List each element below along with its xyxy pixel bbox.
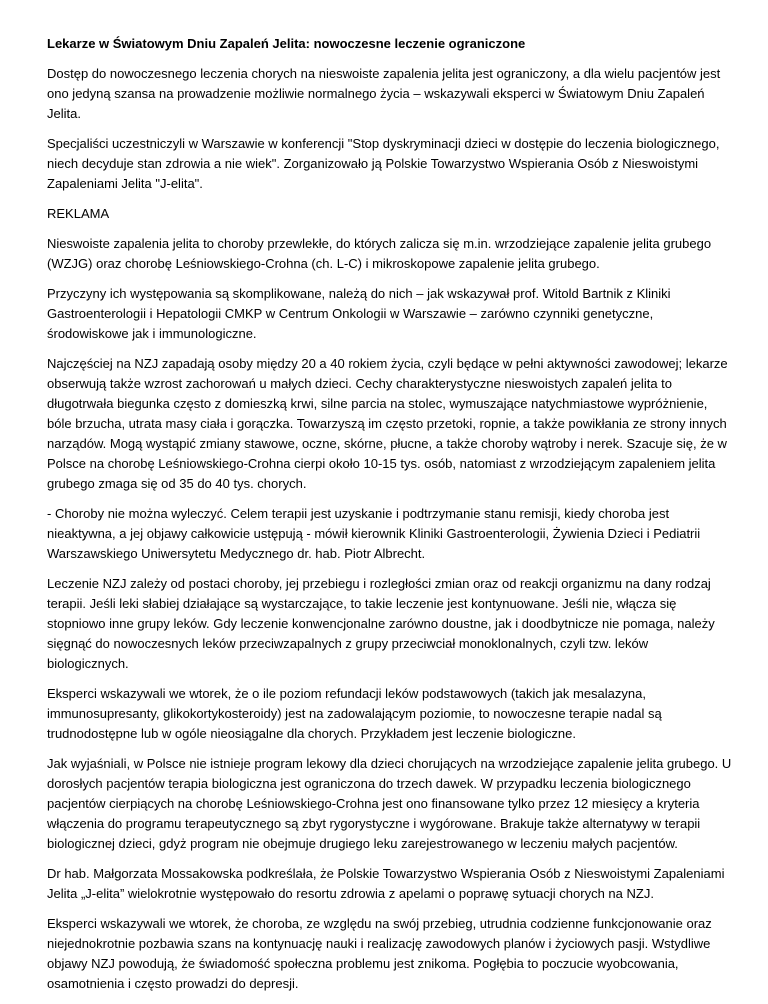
- paragraph-causes: Przyczyny ich występowania są skomplikowane, należą do nich – jak wskazywał prof. Witold Bartnik z Kliniki Gastroenterologii i Hepatologii CMKP w Centrum Onkologii w Warszawie – zarówno czynniki genetyczne, środowiskowe jak i immunologiczne.: [47, 286, 671, 341]
- paragraph-association: Dr hab. Małgorzata Mossakowska podkreślała, że Polskie Towarzystwo Wspierania Osób z Nieswoistymi Zapaleniami Jelita „J-elita” wielokrotnie występowało do resortu zdrowia z apelami o poprawę sytuacji chorych na NZJ.: [47, 866, 725, 901]
- paragraph-program: Jak wyjaśniali, w Polsce nie istnieje program lekowy dla dzieci chorujących na wrzodziejące zapalenie jelita grubego. U dorosłych pacjentów terapia biologiczna jest ograniczona do trzech dawek. W przypadku leczenia biologicznego pacjentów cierpiących na chorobę Leśniowskiego-Crohna jest ono finansowane tylko przez 12 miesięcy a kryteria włączenia do programu terapeutycznego są zbyt rygorystyczne i wygórowane. Brakuje także alternatywy w terapii biologicznej dzieci, gdyż program nie obejmuje drugiego leku zarejestrowanego w leczeniu małych pacjentów.: [47, 756, 732, 851]
- paragraph-treatment: Leczenie NZJ zależy od postaci choroby, jej przebiegu i rozległości zmian oraz od reakcji organizmu na dany rodzaj terapii. Jeśli leki słabiej działające są wystarczające, to takie leczenie jest kontynuowane. Jeśli nie, włącza się stopniowo inne grupy leków. Gdy leczenie konwencjonalne zarówno doustne, jak i doodbytnicze nie pomaga, należy sięgnąć do nowoczesnych leków przeciwzapalnych z grupy przeciwciał monoklonalnych, czyli tzw. leków biologicznych.: [47, 576, 715, 671]
- ad-label: REKLAMA: [47, 206, 110, 221]
- document-page: [47, 34, 732, 1004]
- paragraph-intro: Dostęp do nowoczesnego leczenia chorych na nieswoiste zapalenia jelita jest ograniczony, a dla wielu pacjentów jest ono jedyną szansa na prowadzenie możliwie normalnego życia – wskazywali eksperci w Światowym Dniu Zapaleń Jelita.: [47, 66, 721, 121]
- paragraph-definition: Nieswoiste zapalenia jelita to choroby przewlekłe, do których zalicza się m.in. wrzodziejące zapalenie jelita grubego (WZJG) oraz chorobę Leśniowskiego-Crohna (ch. L-C) i mikroskopowe zapalenie jelita grubego.: [47, 236, 712, 271]
- article-title: Lekarze w Światowym Dniu Zapaleń Jelita: nowoczesne leczenie ograniczone: [47, 36, 526, 51]
- paragraph-conference: Specjaliści uczestniczyli w Warszawie w konferencji "Stop dyskryminacji dzieci w dostępie do leczenia biologicznego, niech decyduje stan zdrowia a nie wiek". Zorganizowało ją Polskie Towarzystwo Wspierania Osób z Nieswoistymi Zapaleniami Jelita "J-elita".: [47, 136, 720, 191]
- paragraph-social: Eksperci wskazywali we wtorek, że choroba, ze względu na swój przebieg, utrudnia codzienne funkcjonowanie oraz niejednokrotnie pozbawia szans na kontynuację nauki i realizację zawodowych planów i życiowych pasji. Wstydliwe objawy NZJ powodują, że świadomość społeczna problemu jest znikoma. Pogłębia to poczucie wyobcowania, osamotnienia i często prowadzi do depresji.: [47, 916, 712, 991]
- paragraph-refund: Eksperci wskazywali we wtorek, że o ile poziom refundacji leków podstawowych (takich jak mesalazyna, immunosupresanty, glikokortykosteroidy) jest na zadowalającym poziomie, to nowoczesne terapie nadal są trudnodostępne lub w ogóle nieosiągalne dla chorych. Przykładem jest leczenie biologiczne.: [47, 686, 662, 741]
- paragraph-quote: - Choroby nie można wyleczyć. Celem terapii jest uzyskanie i podtrzymanie stanu remisji, kiedy choroba jest nieaktywna, a jej objawy całkowicie ustępują - mówił kierownik Kliniki Gastroenterologii, Żywienia Dzieci i Pediatrii Warszawskiego Uniwersytetu Medycznego dr. hab. Piotr Albrecht.: [47, 506, 701, 561]
- paragraph-symptoms: Najczęściej na NZJ zapadają osoby między 20 a 40 rokiem życia, czyli będące w pełni aktywności zawodowej; lekarze obserwują także wzrost zachorowań u małych dzieci. Cechy charakterystyczne nieswoistych zapaleń jelita to długotrwała biegunka często z domieszką krwi, silne parcia na stolec, wymuszające natychmiastowe wypróżnienie, bóle brzucha, utrata masy ciała i gorączka. Towarzyszą im często przetoki, ropnie, a także powikłania ze strony innych narządów. Mogą wystąpić zmiany stawowe, oczne, skórne, płucne, a także choroby wątroby i nerek. Szacuje się, że w Polsce na chorobę Leśniowskiego-Crohna cierpi około 10-15 tys. osób, natomiast z wrzodziejącym zapaleniem jelita grubego zmaga się od 35 do 40 tys. chorych.: [47, 356, 728, 491]
